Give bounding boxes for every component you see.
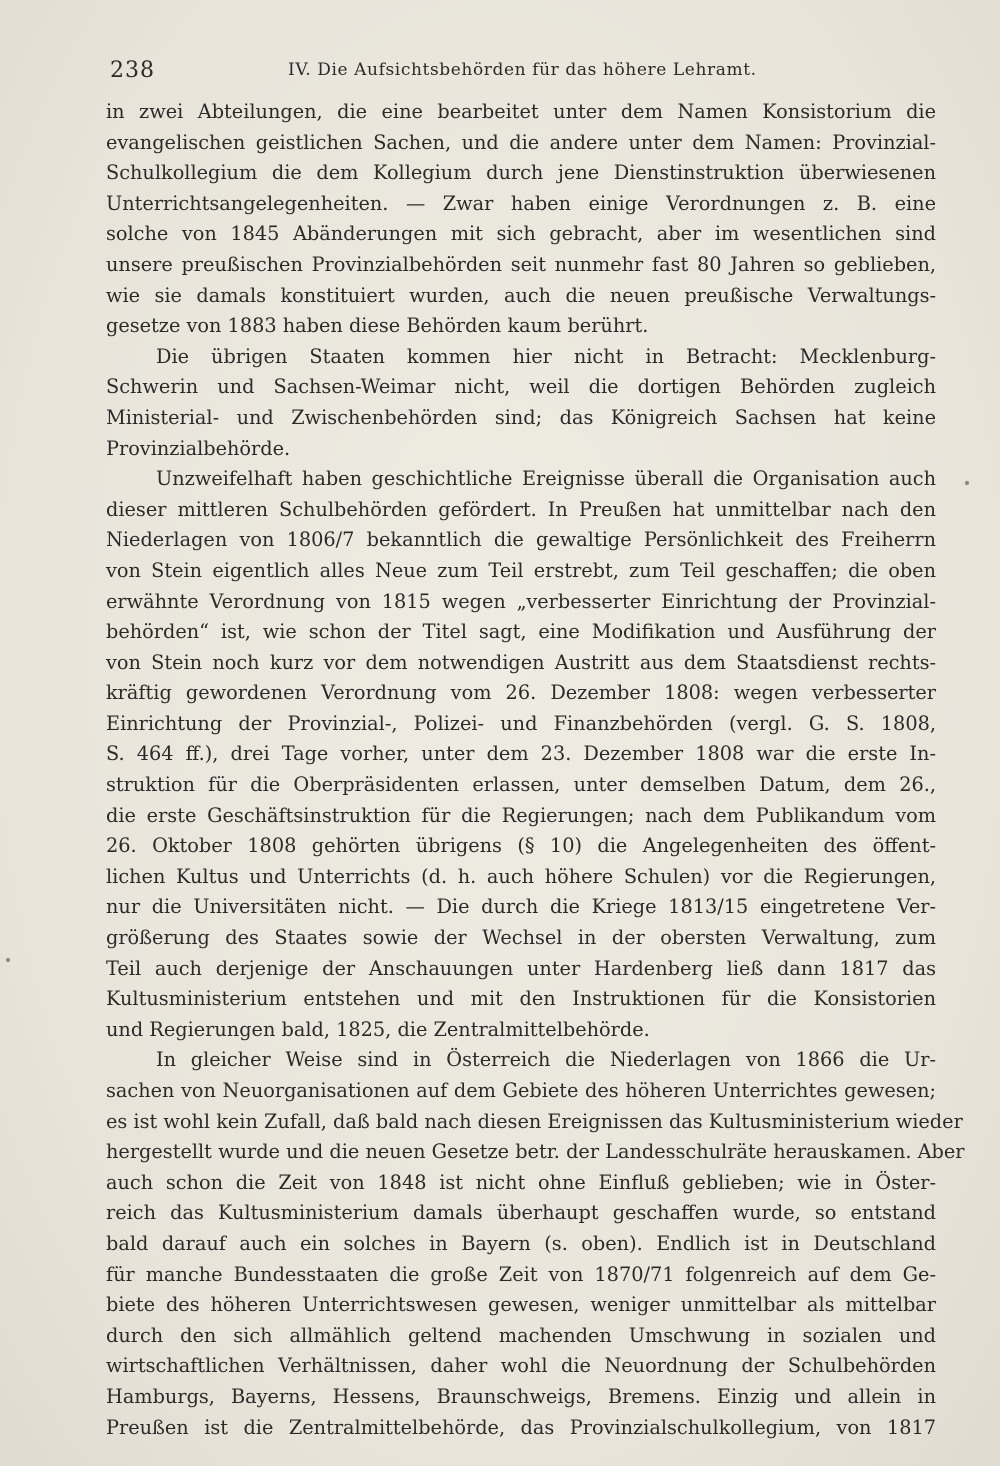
text-line: behörden“ ist, wie schon der Titel sagt, eine Modifikation und Ausführung der: [106, 620, 936, 644]
text-line: S. 464 ff.), drei Tage vorher, unter dem 23. Dezember 1808 war die erste In-: [106, 742, 936, 766]
text-line: größerung des Staates sowie der Wechsel in der obersten Verwaltung, zum: [106, 926, 936, 950]
text-line: kräftig gewordenen Verordnung vom 26. Dezember 1808: wegen verbesserter: [106, 681, 936, 705]
page-number: 238: [110, 58, 155, 83]
text-line: Unzweifelhaft haben geschichtliche Ereignisse überall die Organisation auch: [156, 467, 936, 491]
text-line: reich das Kultusministerium damals überhaupt geschaffen wurde, so entstand: [106, 1201, 936, 1225]
running-head: IV. Die Aufsichtsbehörden für das höhere Lehramt.: [288, 60, 757, 80]
text-line: 26. Oktober 1808 gehörten übrigens (§ 10) die Angelegenheiten des öffent-: [106, 834, 936, 858]
text-line: Ministerial- und Zwischenbehörden sind; das Königreich Sachsen hat keine: [106, 405, 936, 429]
text-line: hergestellt wurde und die neuen Gesetze betr. der Landesschulräte herauskamen. Aber: [106, 1140, 965, 1164]
text-line: gesetze von 1883 haben diese Behörden kaum berührt.: [106, 314, 649, 338]
text-line: unsere preußischen Provinzialbehörden seit nunmehr fast 80 Jahren so geblieben,: [106, 252, 936, 276]
text-line: Einrichtung der Provinzial-, Polizei- und Finanzbehörden (vergl. G. S. 1808,: [106, 711, 936, 735]
text-line: Hamburgs, Bayerns, Hessens, Braunschweigs, Bremens. Einzig und allein in: [106, 1384, 936, 1408]
text-line: Unterrichtsangelegenheiten. — Zwar haben einige Verordnungen z. B. eine: [106, 191, 936, 215]
page-header: [110, 52, 940, 88]
text-line: für manche Bundesstaaten die große Zeit von 1870/71 folgenreich auf dem Ge-: [106, 1262, 936, 1286]
text-line: nur die Universitäten nicht. — Die durch die Kriege 1813/15 eingetretene Ver-: [106, 895, 936, 919]
text-line: Teil auch derjenige der Anschauungen unter Hardenberg ließ dann 1817 das: [106, 956, 936, 980]
text-line: sachen von Neuorganisationen auf dem Gebiete des höheren Unterrichtes gewesen;: [106, 1079, 936, 1102]
body-text: [106, 97, 965, 1443]
text-line: lichen Kultus und Unterrichts (d. h. auch höhere Schulen) vor die Regierungen,: [106, 864, 936, 888]
text-line: von Stein eigentlich alles Neue zum Teil erstrebt, zum Teil geschaffen; die oben: [106, 558, 936, 582]
text-line: evangelischen geistlichen Sachen, und die andere unter dem Namen: Provinzial-: [106, 130, 936, 154]
text-line: es ist wohl kein Zufall, daß bald nach diesen Ereignissen das Kultusministerium wieder: [106, 1109, 963, 1133]
text-line: in zwei Abteilungen, die eine bearbeitet unter dem Namen Konsistorium die: [106, 100, 936, 123]
text-line: Niederlagen von 1806/7 bekanntlich die gewaltige Persönlichkeit des Freiherrn: [106, 528, 936, 552]
text-line: bald darauf auch ein solches in Bayern (s. oben). Endlich ist in Deutschland: [106, 1231, 936, 1255]
text-line: wirtschaftlichen Verhältnissen, daher wohl die Neuordnung der Schulbehörden: [106, 1354, 936, 1378]
text-line: erwähnte Verordnung von 1815 wegen „verbesserter Einrichtung der Provinzial-: [106, 589, 936, 613]
text-line: durch den sich allmählich geltend machenden Umschwung in sozialen und: [106, 1323, 936, 1347]
text-line: Provinzialbehörde.: [106, 436, 291, 460]
text-line: Die übrigen Staaten kommen hier nicht in Betracht: Mecklenburg-: [156, 344, 936, 368]
text-line: dieser mittleren Schulbehörden gefördert. In Preußen hat unmittelbar nach den: [106, 497, 936, 521]
paper-speck: [965, 481, 969, 485]
paper-speck: [6, 958, 10, 962]
text-line: biete des höheren Unterrichtswesen gewesen, weniger unmittelbar als mittelbar: [106, 1293, 936, 1317]
text-line: wie sie damals konstituiert wurden, auch die neuen preußische Verwaltungs-: [106, 283, 936, 307]
text-line: Schwerin und Sachsen-Weimar nicht, weil die dortigen Behörden zugleich: [106, 375, 936, 399]
text-line: auch schon die Zeit von 1848 ist nicht ohne Einfluß geblieben; wie in Öster-: [106, 1170, 936, 1194]
text-line: Schulkollegium die dem Kollegium durch jene Dienstinstruktion überwiesenen: [106, 161, 936, 185]
text-line: von Stein noch kurz vor dem notwendigen Austritt aus dem Staatsdienst rechts-: [106, 650, 936, 674]
text-line: Kultusministerium entstehen und mit den Instruktionen für die Konsistorien: [106, 987, 936, 1011]
text-line: und Regierungen bald, 1825, die Zentralmittelbehörde.: [106, 1017, 650, 1041]
text-line: die erste Geschäftsinstruktion für die Regierungen; nach dem Publikandum vom: [106, 803, 936, 827]
text-line: solche von 1845 Abänderungen mit sich gebracht, aber im wesentlichen sind: [106, 222, 936, 246]
text-line: Preußen ist die Zentralmittelbehörde, das Provinzialschulkollegium, von 1817: [106, 1415, 936, 1439]
text-line: In gleicher Weise sind in Österreich die Niederlagen von 1866 die Ur-: [156, 1048, 936, 1072]
text-line: struktion für die Oberpräsidenten erlassen, unter demselben Datum, dem 26.,: [106, 773, 936, 797]
